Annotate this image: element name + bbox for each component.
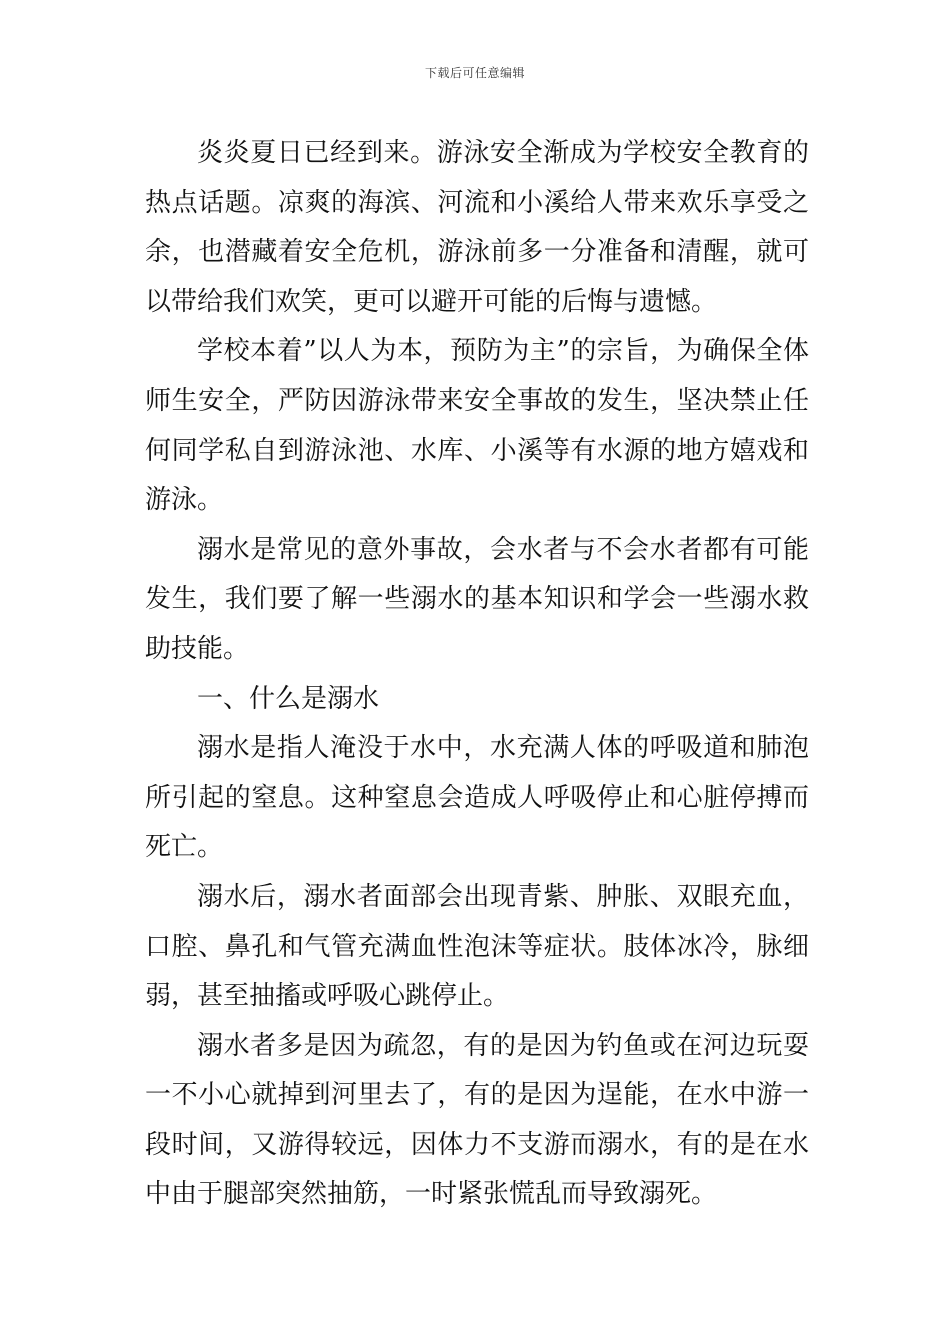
section-heading-what-is-drowning: 一、什么是溺水 bbox=[197, 683, 380, 714]
document-body bbox=[145, 129, 809, 1220]
paragraph-drowning-common: 溺水是常见的意外事故，会水者与不会水者都有可能发生，我们要了解一些溺水的基本知识和学会一些溺水救助技能。 bbox=[145, 534, 809, 664]
paragraph-drowning-definition: 溺水是指人淹没于水中，水充满人体的呼吸道和肺泡所引起的窒息。这种窒息会造成人呼吸停止和心脏停搏而死亡。 bbox=[145, 733, 809, 863]
paragraph-intro: 炎炎夏日已经到来。游泳安全渐成为学校安全教育的热点话题。凉爽的海滨、河流和小溪给人带来欢乐享受之余，也潜藏着安全危机，游泳前多一分准备和清醒，就可以带给我们欢笑，更可以避开可能的后悔与遗憾。 bbox=[145, 138, 809, 317]
paragraph-drowning-causes: 溺水者多是因为疏忽，有的是因为钓鱼或在河边玩耍一不小心就掉到河里去了，有的是因为逞能，在水中游一段时间，又游得较远，因体力不支游而溺水，有的是在水中由于腿部突然抽筋，一时紧张慌乱而导致溺死。 bbox=[145, 1030, 809, 1210]
paragraph-drowning-symptoms: 溺水后，溺水者面部会出现青紫、肿胀、双眼充血，口腔、鼻孔和气管充满血性泡沫等症状。肢体冰冷，脉细弱，甚至抽搐或呼吸心跳停止。 bbox=[145, 881, 809, 1012]
paragraph-school-policy: 学校本着”以人为本，预防为主”的宗旨，为确保全体师生安全，严防因游泳带来安全事故的发生，坚决禁止任何同学私自到游泳池、水库、小溪等有水源的地方嬉戏和游泳。 bbox=[145, 336, 809, 516]
page-header: 下载后可任意编辑 bbox=[424, 66, 525, 80]
